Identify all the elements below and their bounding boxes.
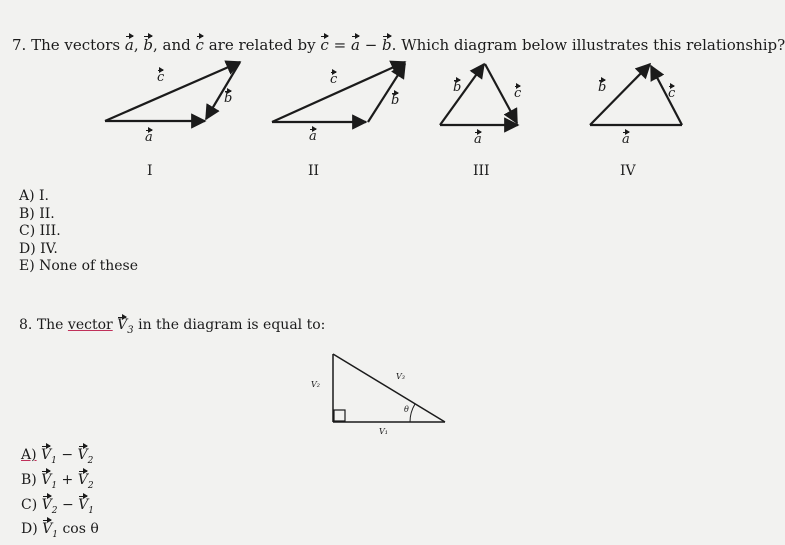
diagram-3-c-vector — [485, 64, 517, 123]
question-8-text: 8. The vector $V_3$ in the diagram is equal to: — [19, 317, 326, 336]
d2-label-a: a — [309, 129, 317, 144]
d4-label-a: a — [622, 132, 630, 147]
question-7-text: 7. The vectors a, b, and c are related by c = a − b. Which diagram below illustrates this relationship? — [12, 36, 785, 54]
d4-label-c: c — [668, 86, 676, 101]
d3-label-c: c — [514, 86, 522, 101]
d3-label-a: a — [474, 132, 482, 147]
d2-label-b: b — [391, 93, 400, 108]
diagram-2-b-vector — [368, 64, 405, 122]
diagram-2-label: II — [308, 163, 320, 179]
diagram-3-label: III — [473, 163, 490, 179]
q7-option-b[interactable]: B) II. — [19, 205, 55, 222]
q8-label-v3: V₃ — [396, 372, 405, 381]
q8-label-v1: V₁ — [379, 427, 388, 436]
angle-arc — [410, 404, 415, 422]
q7-option-a[interactable]: A) I. — [19, 188, 50, 204]
diagram-3 — [440, 64, 518, 125]
diagram-1-c-vector — [105, 62, 240, 121]
d1-label-b: b — [224, 91, 233, 106]
q8-triangle — [333, 354, 445, 422]
d1-label-c: c — [157, 70, 165, 85]
q7-option-d[interactable]: D) IV. — [19, 240, 58, 257]
diagram-4-label: IV — [620, 163, 636, 179]
q8-option-b[interactable]: B) $V_1 + V_2$ — [21, 471, 94, 491]
q8-option-a[interactable]: A) $V_1 - V_2$ — [21, 447, 94, 466]
diagram-2-c-vector — [272, 62, 405, 122]
q8-option-d[interactable]: D) $V_1$ cos θ — [21, 521, 99, 541]
q8-label-v2: V₂ — [311, 380, 320, 389]
diagram-3-b-vector — [440, 64, 484, 125]
q8-option-c[interactable]: C) $V_2 - V_1$ — [21, 496, 94, 516]
q8-label-theta: θ — [404, 405, 409, 414]
right-angle-marker — [334, 410, 345, 421]
diagram-1-label: I — [147, 163, 153, 179]
q7-options — [19, 188, 138, 276]
d4-label-b: b — [598, 80, 607, 95]
d2-label-c: c — [330, 72, 338, 87]
diagram-1 — [105, 62, 240, 121]
triangle-hyp-v3 — [333, 354, 445, 422]
q8-options — [21, 446, 99, 545]
diagram-2 — [272, 62, 405, 122]
q7-option-e[interactable]: E) None of these — [19, 258, 139, 275]
diagram-4-c-vector — [651, 66, 682, 125]
d1-label-a: a — [145, 130, 153, 145]
d3-label-b: b — [453, 80, 462, 95]
q7-option-c[interactable]: C) III. — [19, 223, 61, 240]
